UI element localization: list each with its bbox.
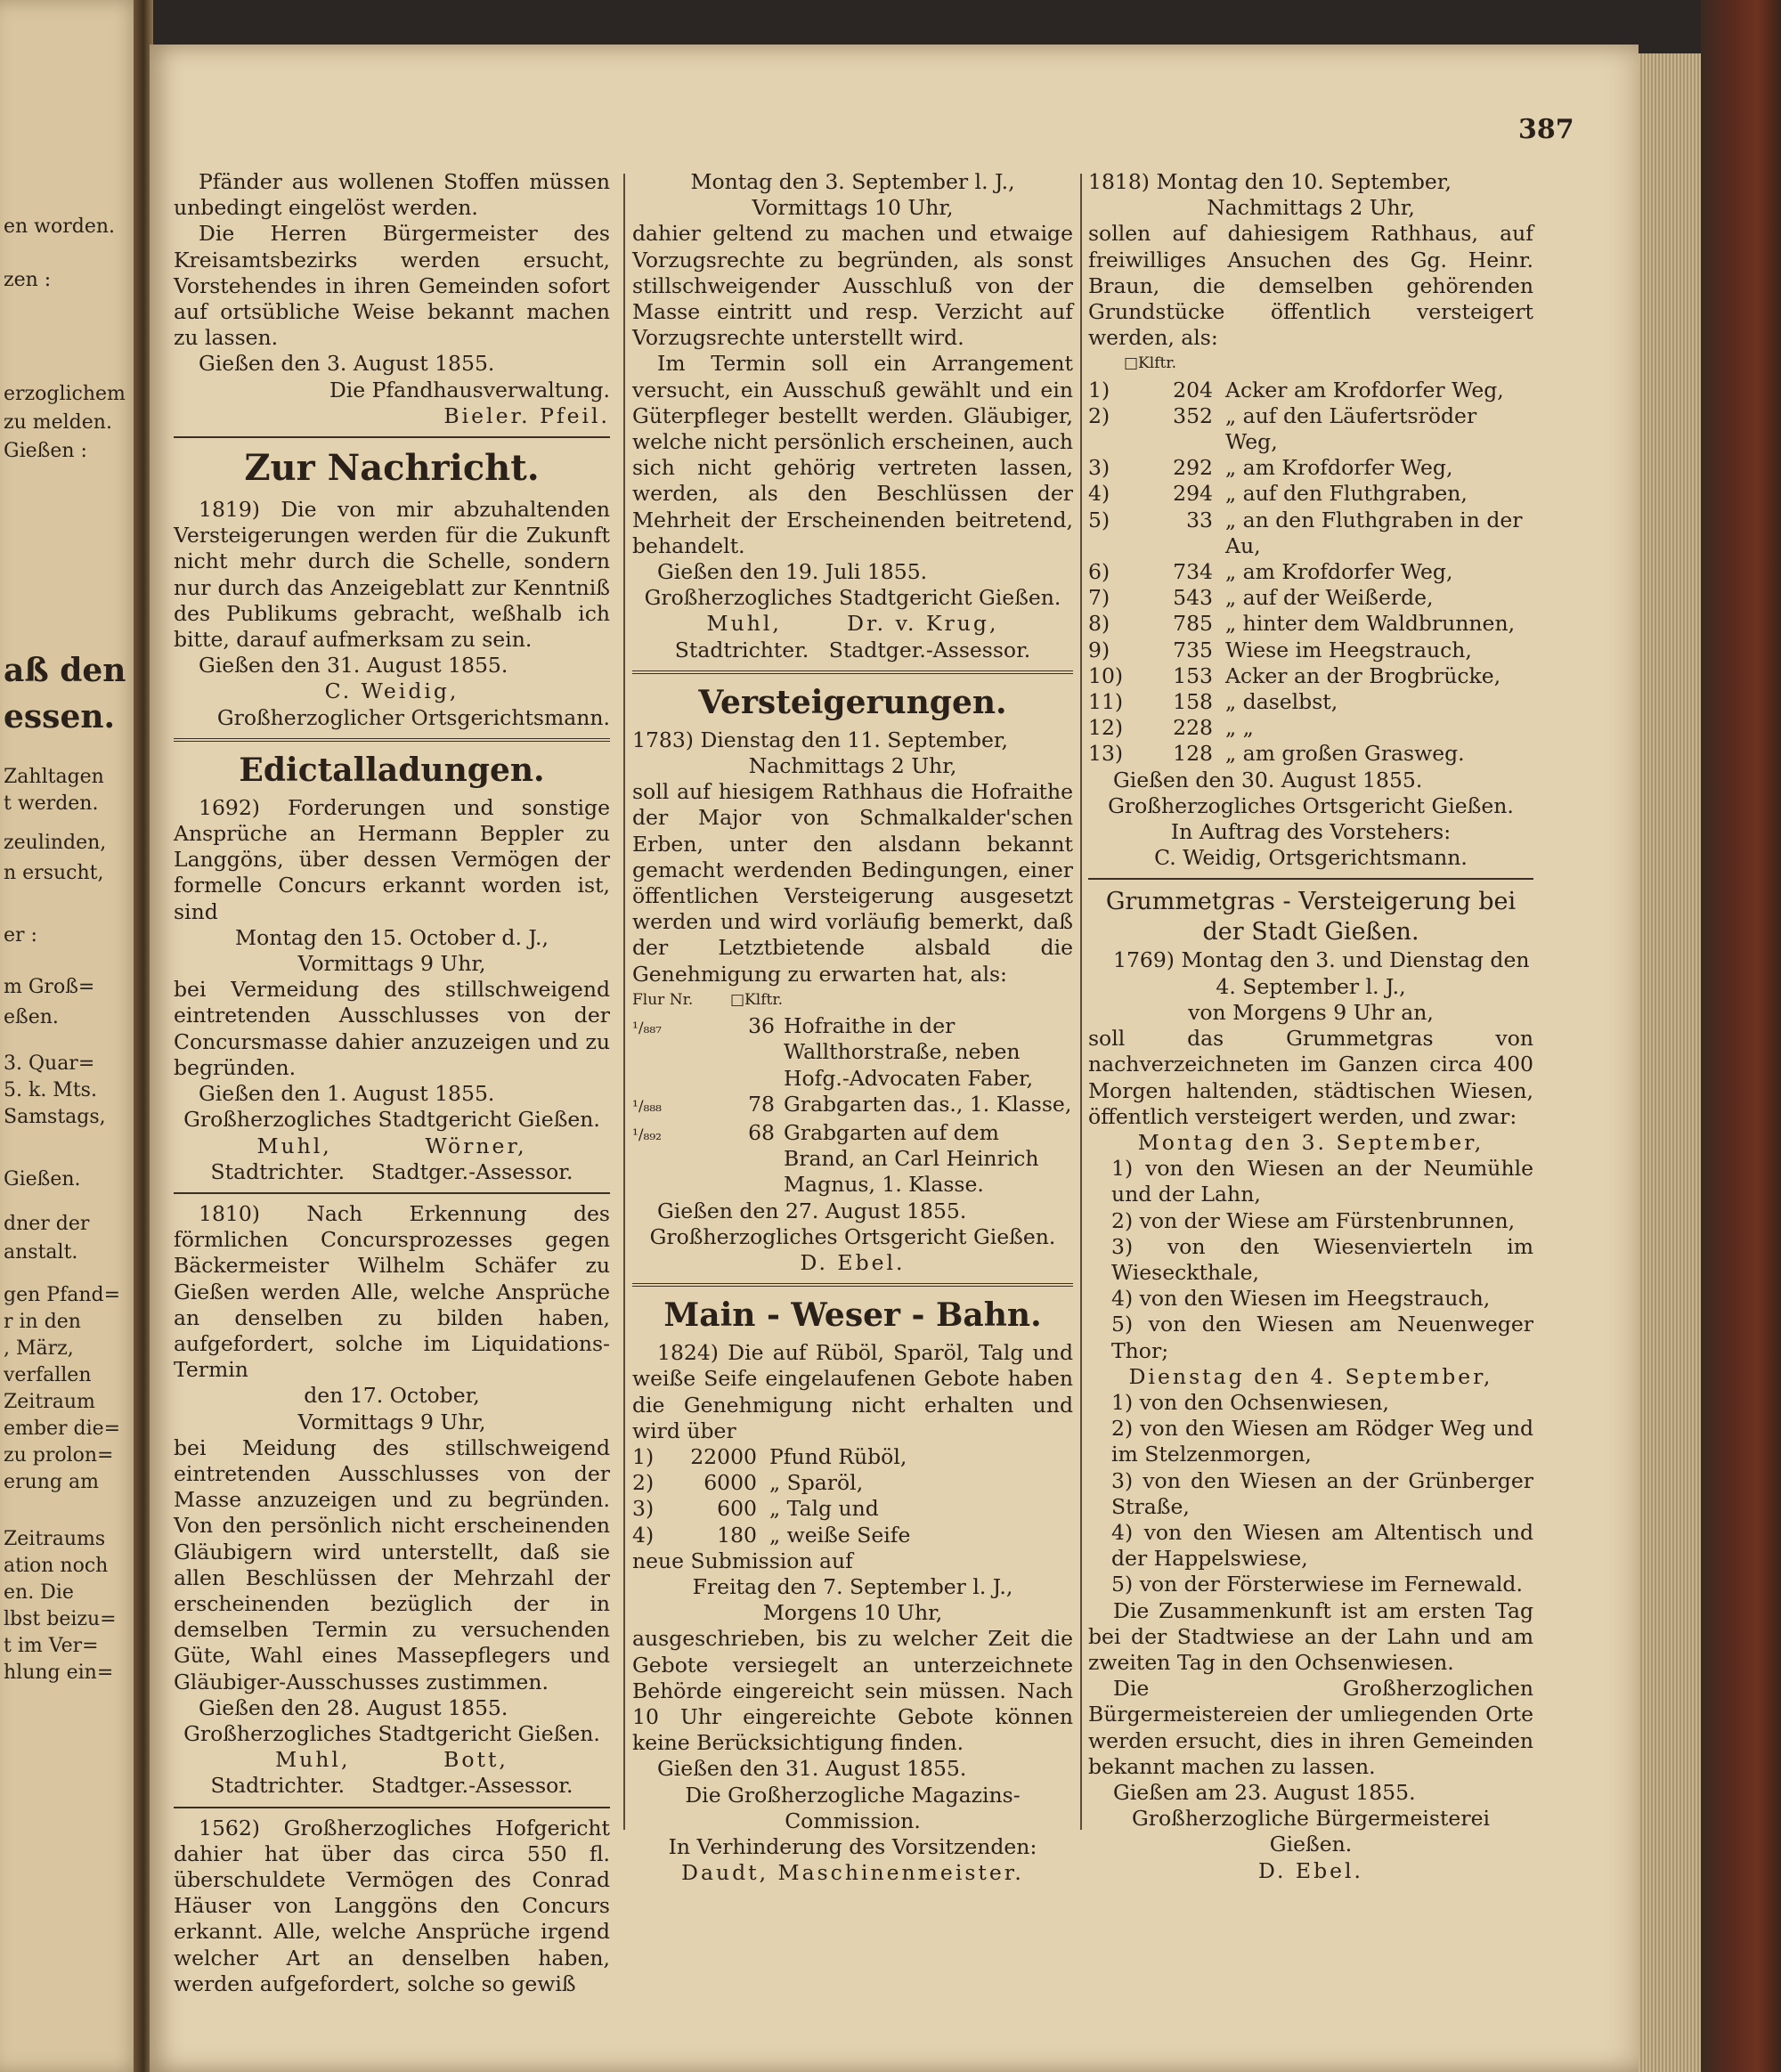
item-number: 11) [1088, 689, 1124, 715]
parcel-description: „ am Krofdorfer Weg, [1225, 559, 1453, 585]
divider [174, 1807, 610, 1808]
notice-1562: 1562) Großherzogliches Hofgericht dahier hat über das circa 550 fl. überschuldete Vermögen des Conrad Häuser von Langgöns den Concurs erkannt. Alle, welche Ansprüche irgend welcher Art an denselben haben, werden aufgefordert, solche so gewiß [174, 1815, 610, 1996]
parcel-description: „ auf der Weißerde, [1225, 585, 1434, 611]
area-value: 352 [1173, 402, 1213, 428]
facing-page-line: aß den [4, 652, 126, 689]
divider [632, 1283, 1073, 1287]
intro-text: Die Herren Bürgermeister des Kreisamtsbezirks werden ersucht, Vorstehendes in ihren Gemeinden sofort auf ortsübliche Weise bekannt machen zu lassen. [174, 221, 610, 351]
list-item: 3) von den Wiesen an der Grünberger Straße, [1111, 1467, 1533, 1519]
area-value: 36 [748, 1013, 775, 1039]
notice-1783: 1783) Dienstag den 11. September, [632, 727, 1009, 752]
notice-text: dahier geltend zu machen und etwaige Vorzugsrechte zu begründen, als sonst stillschweigender Ausschluß von der Masse eintritt und resp. Verzicht auf Vorzugsrechte unterstellt wird. [632, 221, 1073, 351]
flur-number: ¹/₈₉₂ [632, 1125, 662, 1144]
parcel-description: „ auf den Läufertsröder Weg, [1225, 402, 1477, 455]
signature: Muhl, Dr. v. Krug, [706, 611, 999, 637]
list-item [1088, 455, 1533, 481]
item-number: 8) [1088, 611, 1110, 637]
item-number: 3) [632, 1496, 655, 1522]
date-line: Gießen den 30. August 1855. [1113, 767, 1423, 792]
notice-time: Vormittags 9 Uhr, [297, 1409, 486, 1434]
item-description: Pfund Rüböl, [769, 1443, 907, 1469]
area-value: 128 [1173, 741, 1213, 767]
quantity: 22000 [690, 1443, 757, 1469]
column-rule [623, 174, 625, 1830]
notice-time: Nachmittags 2 Uhr, [1207, 195, 1415, 221]
facing-page-line: 3. Quar= [4, 1052, 95, 1075]
parcel-description: Wiese im Heegstrauch, [1225, 637, 1472, 662]
court-name: Großherzogliches Ortsgericht Gießen. [1108, 792, 1514, 818]
area-value: 292 [1173, 455, 1213, 481]
area-value: 785 [1173, 611, 1213, 637]
list-item [1088, 481, 1533, 507]
facing-page-fragment [0, 0, 141, 2072]
signature: Großherzoglicher Ortsgerichtsmann. [216, 704, 610, 730]
facing-page-line: hlung ein= [4, 1662, 114, 1684]
list-item [632, 1470, 1073, 1496]
signature: Bieler. Pfeil. [443, 402, 610, 428]
divider [174, 436, 610, 438]
facing-page-line: t werden. [4, 792, 99, 815]
item-number: 3) [1088, 455, 1110, 481]
facing-page-line: m Groß= [4, 976, 95, 998]
quantity: 180 [717, 1522, 757, 1548]
notice-text: ausgeschrieben, bis zu welcher Zeit die Gebote versiegelt an unterzeichnete Behörde eingereicht sein müssen. Nach 10 Uhr eingereichte Gebote können keine Berücksichtigung finden. [632, 1626, 1073, 1756]
item-number: 9) [1088, 637, 1110, 662]
area-value: 153 [1173, 662, 1213, 688]
item-description: „ Talg und [769, 1496, 879, 1522]
notice-text: soll das Grummetgras von nachverzeichneten im Ganzen circa 400 Morgen haltenden, städtischen Wiesen, öffentlich versteigert werden, und zwar: [1088, 1026, 1533, 1129]
facing-page-line: t im Ver= [4, 1635, 99, 1657]
notice-1810: 1810) Nach Erkennung des förmlichen Concursprozesses gegen Bäckermeister Wilhelm Schäfer zu Gießen werden Alle, welche Ansprüche an denselben zu bilden haben, aufgefordert, solche im Liquidations-Termin [174, 1200, 610, 1383]
item-number: 6) [1088, 559, 1110, 585]
notice-date: Freitag den 7. September l. J., [692, 1573, 1013, 1599]
list-item [632, 1523, 1073, 1548]
item-description: „ weiße Seife [769, 1522, 911, 1548]
divider [632, 670, 1073, 674]
facing-page-line: en worden. [4, 215, 116, 238]
parcel-description: „ daselbst, [1225, 689, 1338, 715]
list-item: 3) von den Wiesenvierteln im Wieseckthale, [1111, 1233, 1533, 1285]
notice-1769: 1769) Montag den 3. und Dienstag den [1113, 947, 1530, 973]
notice-text: soll auf hiesigem Rathhaus die Hofraithe der Major von Schmalkalder'schen Erben, unter den alsdann bekannt gemacht werdenden Bedingungen, einer öffentlichen Versteigerung ausgesetzt werden und wird vorläufig bemerkt, daß der Letztbietende alsbald die Genehmigung zu erwarten hat, als: [632, 779, 1073, 987]
facing-page-line: zen : [4, 269, 52, 291]
facing-page-line: Zahltagen [4, 766, 104, 788]
signature: C. Weidig, [324, 678, 459, 704]
item-number: 13) [1088, 741, 1124, 767]
signature: Daudt, Maschinenmeister. [681, 1860, 1024, 1886]
signature-titles: Stadtrichter. Stadtger.-Assessor. [674, 637, 1031, 662]
signature: Muhl, Wörner, [256, 1133, 527, 1158]
notice-time: von Morgens 9 Uhr an, [1188, 999, 1434, 1025]
list-item [632, 1120, 1073, 1199]
signature: Muhl, Bott, [275, 1747, 508, 1773]
date-line: Gießen den 27. August 1855. [657, 1198, 967, 1223]
list-item [1088, 611, 1533, 637]
parcel-description: „ „ [1225, 715, 1254, 741]
item-number: 7) [1088, 585, 1110, 611]
facing-page-line: Gießen. [4, 1168, 81, 1190]
signature: C. Weidig, Ortsgerichtsmann. [1154, 845, 1468, 871]
area-value: 78 [748, 1091, 775, 1117]
goods-list [632, 1444, 1073, 1548]
facing-page-line: lbst beizu= [4, 1608, 117, 1630]
notice-time: Nachmittags 2 Uhr, [748, 753, 957, 779]
item-number: 4) [1088, 481, 1110, 507]
court-name: Großherzogliches Stadtgericht Gießen. [644, 585, 1061, 611]
area-value: 294 [1173, 481, 1213, 507]
notice-time: Vormittags 10 Uhr, [752, 195, 954, 221]
item-number: 1) [632, 1443, 655, 1469]
area-value: 158 [1173, 689, 1213, 715]
facing-page-line: Samstags, [4, 1106, 106, 1128]
signature: Die Pfandhausverwaltung. [329, 377, 610, 402]
quantity: 600 [717, 1496, 757, 1522]
date-line: Gießen am 23. August 1855. [1113, 1779, 1416, 1805]
section-heading-main-weser-bahn: Main - Weser - Bahn. [663, 1296, 1042, 1335]
notice-text: In Verhinderung des Vorsitzenden: [668, 1833, 1037, 1859]
notice-date: den 17. October, [304, 1383, 480, 1409]
facing-page-line: ember die= [4, 1418, 121, 1440]
list-item [1088, 741, 1533, 767]
page-number: 387 [1518, 114, 1574, 145]
facing-page-line: Zeitraums [4, 1528, 106, 1550]
facing-page-line: erung am [4, 1471, 99, 1493]
area-value: 734 [1173, 559, 1213, 585]
section-heading-grummetgras: Grummetgras - Versteigerung bei der Stadt Gießen. [1105, 888, 1517, 947]
facing-page-line: n ersucht, [4, 862, 104, 884]
list-item: 2) von den Wiesen am Rödger Weg und im Stelzenmorgen, [1111, 1416, 1533, 1467]
intro-text: Pfänder aus wollenen Stoffen müssen unbedingt eingelöst werden. [174, 169, 610, 221]
parcel-list [632, 1013, 1073, 1198]
facing-page-line: dner der [4, 1213, 90, 1235]
divider [174, 738, 610, 742]
parcel-description: „ am Krofdorfer Weg, [1225, 455, 1453, 481]
notice-1824: 1824) Die auf Rüböl, Sparöl, Talg und weiße Seife eingelaufenen Gebote haben die Genehmigung nicht erhalten und wird über [632, 1340, 1073, 1443]
page-edges [1639, 53, 1701, 2072]
list-item: 5) von der Försterwiese im Fernewald. [1111, 1572, 1523, 1597]
item-number: 12) [1088, 715, 1124, 741]
parcel-description: Grabgarten das., 1. Klasse, [784, 1091, 1072, 1117]
item-number: 4) [632, 1522, 655, 1548]
notice-text: In Auftrag des Vorstehers: [1170, 819, 1452, 845]
day-heading: Dienstag den 4. September, [1128, 1363, 1493, 1389]
facing-page-line: en. Die [4, 1581, 74, 1604]
notice-text: neue Submission auf [632, 1548, 853, 1573]
item-number: 10) [1088, 662, 1124, 688]
date-line: Gießen den 28. August 1855. [199, 1694, 508, 1720]
area-value: 68 [748, 1119, 775, 1145]
org-name: Großherzogliche Bürgermeisterei Gießen. [1131, 1806, 1490, 1857]
date-line: Gießen den 1. August 1855. [199, 1081, 495, 1107]
quantity: 6000 [703, 1470, 757, 1496]
meadow-list [1088, 1390, 1533, 1598]
parcel-description: „ an den Fluthgraben in der Au, [1225, 507, 1523, 558]
divider [1088, 878, 1533, 880]
facing-page-line: essen. [4, 698, 116, 735]
parcel-description: Acker an der Brogbrücke, [1225, 662, 1501, 688]
notice-1692: 1692) Forderungen und sonstige Ansprüche an Hermann Beppler zu Langgöns, über dessen Vermögen der formelle Concurs erkannt worden ist, sind [174, 794, 610, 924]
book-cover [1701, 0, 1781, 2072]
flur-number: ¹/₈₈₈ [632, 1097, 662, 1116]
area-value: 228 [1173, 715, 1213, 741]
facing-page-line: zu prolon= [4, 1444, 114, 1467]
facing-page-line: zu melden. [4, 411, 112, 434]
list-item: 1) von den Ochsenwiesen, [1111, 1389, 1389, 1415]
date-line: Gießen den 31. August 1855. [657, 1756, 967, 1782]
list-item [1088, 403, 1533, 455]
list-item [1088, 585, 1533, 611]
facing-page-line: er : [4, 924, 37, 947]
list-item [1088, 508, 1533, 559]
parcel-description: Acker am Krofdorfer Weg, [1225, 377, 1504, 402]
column-header: Flur Nr. [632, 990, 694, 1009]
court-name: Großherzogliches Stadtgericht Gießen. [183, 1107, 600, 1133]
item-number: 2) [632, 1470, 655, 1496]
parcel-description: Grabgarten auf dem Brand, an Carl Heinrich Magnus, 1. Klasse. [784, 1119, 1039, 1198]
section-heading-edictal: Edictalladungen. [239, 751, 545, 789]
facing-page-line: gen Pfand= [4, 1284, 121, 1306]
notice-text: Im Termin soll ein Arrangement versucht, ein Ausschuß gewählt und ein Güterpfleger bestellt werden. Gläubiger, welche nicht persönlich erscheinen, auch sich nicht gehörig vertreten lassen, werden, als den Beschlüssen der Mehrheit der Erscheinenden beitretend, behandelt. [632, 351, 1073, 558]
facing-page-line: verfallen [4, 1364, 92, 1386]
column-rule [1080, 174, 1082, 1830]
list-item [632, 1496, 1073, 1522]
date-line: Gießen den 3. August 1855. [199, 351, 495, 377]
notice-date: 4. September l. J., [1216, 973, 1406, 999]
notice-text: bei Meidung des stillschweigend eintretenden Ausschlusses von der Masse anzuzeigen und zu begründen. Von den persönlich nicht erscheinenden Gläubigern wird unterstellt, daß sie allen Beschlüssen der Mehrzahl der erscheinenden bezüglich der in demselben Termin zu versuchenden Güte, Wahl eines Massepflegers und Gläubiger-Ausschusses zustimmen. [174, 1434, 610, 1694]
day-heading: Montag den 3. September, [1137, 1129, 1484, 1155]
table-header [632, 987, 1073, 1013]
org-name: Die Großherzogliche Magazins-Commission. [685, 1782, 1021, 1833]
list-item: 4) von den Wiesen am Altentisch und der Happelswiese, [1111, 1519, 1533, 1572]
notice-time: Vormittags 9 Uhr, [297, 951, 486, 977]
facing-page-line: Zeitraum [4, 1391, 95, 1413]
notice-text: Die Zusammenkunft ist am ersten Tag bei der Stadtwiese an der Lahn und am zweiten Tag in den Ochsenwiesen. [1088, 1597, 1533, 1675]
date-line: Gießen den 31. August 1855. [199, 653, 508, 678]
parcel-description: Hofraithe in der Wallthorstraße, neben Hofg.-Advocaten Faber, [784, 1013, 1034, 1091]
list-item: 5) von den Wiesen am Neuenweger Thor; [1111, 1312, 1533, 1363]
area-value: 543 [1173, 585, 1213, 611]
column-2 [632, 169, 1073, 1886]
parcel-description: „ auf den Fluthgraben, [1225, 481, 1468, 507]
item-description: „ Sparöl, [769, 1470, 864, 1496]
list-item [1088, 638, 1533, 663]
area-value: 204 [1173, 377, 1213, 402]
facing-page-line: Gießen : [4, 440, 87, 462]
list-item [1088, 689, 1533, 715]
column-1 [174, 169, 610, 1997]
list-item: 4) von den Wiesen im Heegstrauch, [1111, 1286, 1491, 1312]
facing-page-line: r in den [4, 1311, 81, 1333]
list-item [1088, 559, 1533, 585]
notice-text: Die Großherzoglichen Bürgermeistereien der umliegenden Orte werden ersucht, dies in ihren Gemeinden bekannt machen zu lassen. [1088, 1676, 1533, 1779]
divider [174, 1192, 610, 1194]
list-item [632, 1444, 1073, 1470]
notice-1819: 1819) Die von mir abzuhaltenden Versteigerungen werden für die Zukunft nicht mehr durch die Schelle, sondern nur durch das Anzeigeblatt zur Kenntniß des Publikums gebracht, weßhalb ich bitte, darauf aufmerksam zu sein. [174, 497, 610, 653]
area-value: 33 [1186, 507, 1213, 532]
column-header: □Klftr. [1124, 354, 1176, 373]
list-item [632, 1092, 1073, 1120]
notice-time: Morgens 10 Uhr, [762, 1600, 943, 1626]
facing-page-line: zeulinden, [4, 832, 107, 854]
facing-page-line: , März, [4, 1337, 74, 1360]
list-item [1088, 378, 1533, 403]
section-heading-versteigerungen: Versteigerungen. [698, 683, 1007, 721]
notice-text: bei Vermeidung des stillschweigend eintretenden Ausschlusses von der Concursmasse dahier anzuzeigen und zu begründen. [174, 977, 610, 1080]
item-number: 5) [1088, 507, 1110, 532]
list-item [632, 1013, 1073, 1092]
signature: D. Ebel. [1257, 1857, 1364, 1883]
facing-page-line: erzoglichem [4, 383, 126, 405]
list-item [1088, 663, 1533, 689]
facing-page-line: ation noch [4, 1555, 109, 1577]
court-name: Großherzogliches Ortsgericht Gießen. [649, 1223, 1056, 1249]
notice-date: Montag den 3. September l. J., [690, 169, 1015, 194]
notice-text: sollen auf dahiesigem Rathhaus, auf freiwilliges Ansuchen des Gg. Heinr. Braun, die demselben gehörenden Grundstücke öffentlich versteigert werden, als: [1088, 221, 1533, 351]
signature-titles: Stadtrichter. Stadtger.-Assessor. [210, 1773, 573, 1799]
column-header: □Klftr. [730, 990, 783, 1009]
meadow-list [1088, 1156, 1533, 1364]
parcel-description: „ am großen Grasweg. [1225, 741, 1465, 767]
item-number: 1) [1088, 377, 1110, 402]
parcel-list [1088, 378, 1533, 768]
list-item: 2) von der Wiese am Fürstenbrunnen, [1111, 1207, 1516, 1233]
column-3 [1088, 169, 1533, 1884]
item-number: 2) [1088, 402, 1110, 428]
list-item: 1) von den Wiesen an der Neumühle und der Lahn, [1111, 1156, 1533, 1207]
date-line: Gießen den 19. Juli 1855. [657, 559, 928, 585]
signature-titles: Stadtrichter. Stadtger.-Assessor. [210, 1158, 573, 1184]
notice-1818: 1818) Montag den 10. September, [1088, 169, 1452, 194]
facing-page-line: 5. k. Mts. [4, 1079, 97, 1101]
area-value: 735 [1173, 637, 1213, 662]
section-heading-nachricht: Zur Nachricht. [244, 447, 540, 490]
court-name: Großherzogliches Stadtgericht Gießen. [183, 1720, 600, 1746]
signature: D. Ebel. [800, 1249, 906, 1275]
parcel-description: „ hinter dem Waldbrunnen, [1225, 611, 1516, 637]
notice-date: Montag den 15. October d. J., [235, 924, 549, 950]
facing-page-line: eßen. [4, 1006, 59, 1028]
list-item [1088, 715, 1533, 741]
facing-page-line: anstalt. [4, 1241, 78, 1264]
flur-number: ¹/₈₈₇ [632, 1020, 662, 1038]
